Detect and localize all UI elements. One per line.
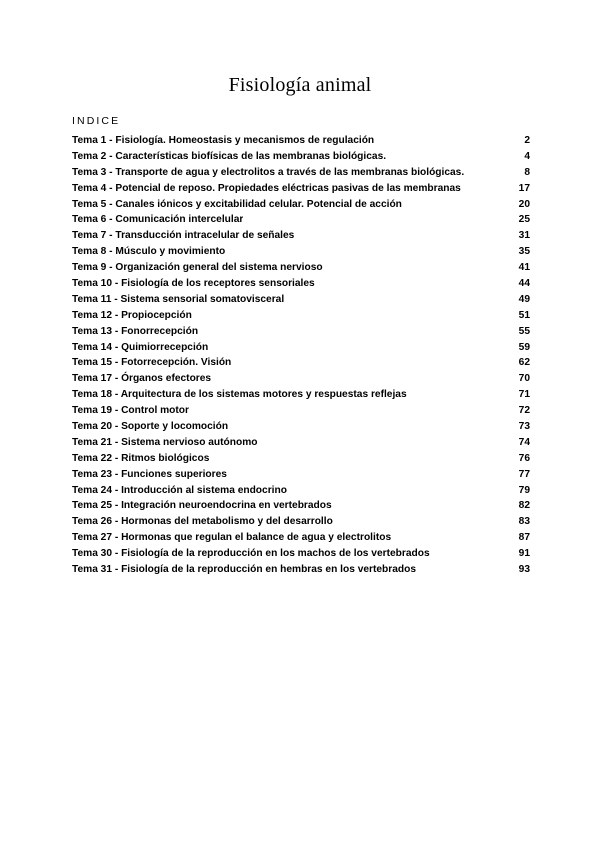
toc-entry-label: Tema 21 - Sistema nervioso autónomo [72,436,258,448]
toc-item[interactable] [72,530,530,546]
toc-entry-label: Tema 5 - Canales iónicos y excitabilidad celular. Potencial de acción [72,198,402,210]
toc-item[interactable] [72,165,530,181]
toc-page-number: 49 [518,293,530,305]
toc-page-number: 4 [524,150,530,162]
toc-item[interactable] [72,546,530,562]
toc-item[interactable] [72,514,530,530]
page-title: Fisiología animal [228,74,372,96]
toc-item[interactable] [72,308,530,324]
toc-item[interactable] [72,228,530,244]
toc-item[interactable] [72,197,530,213]
toc-item[interactable] [72,276,530,292]
toc-item[interactable] [72,387,530,403]
toc-page-number: 44 [518,278,530,290]
toc-entry-label: Tema 25 - Integración neuroendocrina en vertebrados [72,500,332,512]
toc-page-number: 51 [518,309,530,321]
toc-entry-label: Tema 2 - Características biofísicas de las membranas biológicas. [72,150,387,162]
toc-entry-label: Tema 27 - Hormonas que regulan el balance de agua y electrolitos [72,532,392,544]
toc-entry-label: Tema 22 - Ritmos biológicos [72,452,210,464]
toc-page-number: 59 [518,341,530,353]
toc-page-number: 25 [518,214,530,226]
toc-entry-label: Tema 24 - Introducción al sistema endocrino [72,484,287,496]
toc-page-number: 17 [518,182,530,194]
toc-page-number: 62 [518,357,530,369]
toc-item[interactable] [72,403,530,419]
toc-item[interactable] [72,292,530,308]
toc-item[interactable] [72,355,530,371]
toc-page-number: 73 [518,421,530,433]
toc-page-number: 20 [518,198,530,210]
toc-page-number: 83 [518,516,530,528]
toc-entry-label: Tema 4 - Potencial de reposo. Propiedades eléctricas pasivas de las membranas [72,182,461,194]
toc-page-number: 74 [518,436,530,448]
index-heading: INDICE [72,115,121,127]
toc-entry-label: Tema 10 - Fisiología de los receptores sensoriales [72,278,315,290]
toc-item[interactable] [72,483,530,499]
toc-page-number: 77 [518,468,530,480]
toc-page-number: 55 [518,325,530,337]
toc-item[interactable] [72,562,530,578]
toc-item[interactable] [72,435,530,451]
toc-entry-label: Tema 9 - Organización general del sistema nervioso [72,262,323,274]
toc-item[interactable] [72,149,530,165]
toc-item[interactable] [72,340,530,356]
toc-item[interactable] [72,244,530,260]
toc-page-number: 41 [518,262,530,274]
toc-entry-label: Tema 30 - Fisiología de la reproducción en los machos de los vertebrados [72,548,430,560]
toc-page-number: 91 [518,548,530,560]
toc-page-number: 2 [524,135,530,146]
toc-page-number: 70 [518,373,530,385]
toc-entry-label: Tema 26 - Hormonas del metabolismo y del desarrollo [72,516,333,528]
table-of-contents [72,133,530,578]
toc-entry-label: Tema 6 - Comunicación intercelular [72,214,244,226]
toc-page-number: 71 [518,389,530,401]
toc-entry-label: Tema 19 - Control motor [72,405,189,417]
toc-entry-label: Tema 15 - Fotorrecepción. Visión [72,357,232,369]
toc-page-number: 87 [518,532,530,544]
toc-page-number: 79 [518,484,530,496]
toc-item[interactable] [72,260,530,276]
toc-entry-label: Tema 12 - Propiocepción [72,309,192,321]
toc-item[interactable] [72,181,530,197]
toc-page-number: 82 [518,500,530,512]
toc-page-number: 76 [518,452,530,464]
toc-entry-label: Tema 14 - Quimiorrecepción [72,341,209,353]
toc-item[interactable] [72,133,530,149]
toc-item[interactable] [72,324,530,340]
toc-page-number: 8 [524,166,530,178]
toc-entry-label: Tema 1 - Fisiología. Homeostasis y mecanismos de regulación [72,135,375,146]
toc-page-number: 93 [518,564,530,576]
toc-entry-label: Tema 13 - Fonorrecepción [72,325,199,337]
toc-entry-label: Tema 11 - Sistema sensorial somatovisceral [72,293,285,305]
toc-entry-label: Tema 31 - Fisiología de la reproducción en hembras en los vertebrados [72,564,417,576]
toc-item[interactable] [72,498,530,514]
toc-entry-label: Tema 8 - Músculo y movimiento [72,246,226,258]
toc-item[interactable] [72,371,530,387]
toc-page-number: 72 [518,405,530,417]
toc-entry-label: Tema 18 - Arquitectura de los sistemas motores y respuestas reflejas [72,389,407,401]
toc-item[interactable] [72,467,530,483]
toc-entry-label: Tema 17 - Órganos efectores [72,373,212,385]
toc-entry-label: Tema 3 - Transporte de agua y electrolitos a través de las membranas biológicas. [72,166,465,178]
toc-entry-label: Tema 7 - Transducción intracelular de señales [72,230,295,242]
toc-page-number: 31 [518,230,530,242]
toc-page-number: 35 [518,246,530,258]
toc-entry-label: Tema 20 - Soporte y locomoción [72,421,229,433]
toc-item[interactable] [72,451,530,467]
toc-entry-label: Tema 23 - Funciones superiores [72,468,227,480]
toc-item[interactable] [72,419,530,435]
toc-item[interactable] [72,212,530,228]
